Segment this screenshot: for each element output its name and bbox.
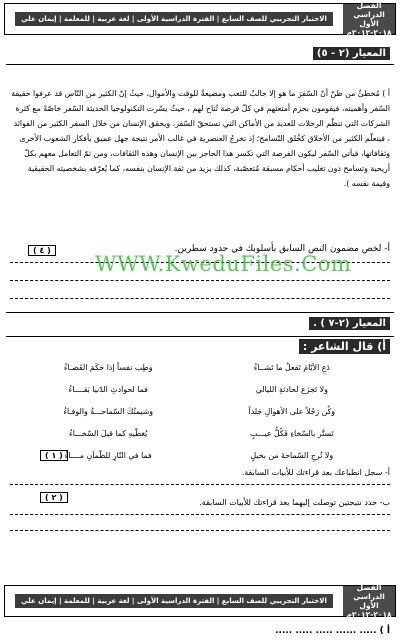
page-header (4, 585, 396, 617)
divider (6, 336, 394, 337)
verse-hemistich: فما لحوادثِ الدّنيا بَقــــاءُ (68, 384, 148, 394)
divider (6, 312, 394, 313)
question-conclusions: ب- حدد نتيجتين توصلت إليهما بعد قراءتك للأبيات السابقة. (199, 498, 390, 507)
term-line-2: الدراسي الأول (353, 592, 385, 610)
term-line-1: الفصل (356, 583, 382, 592)
verse-hemistich: وكُن رَجُلاً على الأهوالِ جَلداً (248, 406, 336, 416)
question-summarize: أ- لخص مضمون النص السابق بأسلوبك في حدود سطرين. (174, 244, 390, 254)
verse-hemistich: وشيمتُكَ السّماحـــةُ والوفـاءُ (63, 406, 154, 416)
verse-row (30, 356, 370, 378)
page-header (4, 3, 396, 35)
verse-row (30, 400, 370, 422)
verse-hemistich: ولا تَجزَع لحادثةِ الليالي (255, 384, 328, 394)
score-badge: ( ٤ ) (28, 245, 56, 256)
poem-intro (299, 340, 390, 353)
verse-hemistich: دَعِ الأيّامَ تَفعلُ ما تَشــاءُ (253, 362, 330, 372)
verse-row (30, 378, 370, 400)
section-2-label: المعيار (٢-٧ ) . (309, 317, 390, 330)
term-line-2: الدراسي الأول (353, 10, 385, 28)
poem (30, 356, 370, 466)
term-badge (343, 583, 395, 619)
watermark: WWW.KweduFiles.Com (95, 252, 352, 276)
score-badge: ( ١ ) (40, 450, 68, 461)
page-gap (0, 538, 400, 580)
verse-hemistich: ولا تُرجِ السّماحةَ من بخيلٍ (250, 450, 334, 460)
verse-hemistich: يُغطّيهِ كما قيلَ السّخـــاءُ (69, 428, 148, 438)
section-1-title (313, 48, 390, 59)
divider (6, 64, 394, 65)
verse-hemistich: تَستَّر بالسّخاءِ فَكُلُّ عيـــبٍ (249, 428, 334, 438)
answer-line (10, 484, 390, 485)
reading-passage: أ ) مُخطئٌ من ظنّ أنّ السّفرَ ما هو إلا جالبٌ للتعب ومضيعةٌ للوقت والأموال، حيثُ إنّ الكثير من النّاس قد عرفوا حقيقة السّفر وأهميته، فيقومون بحزم أمتعتهم في كلّ فرصة تُتاح لهم ، حيثُ يسّرت التكنولوجيا الحديثة السّفر خاصّةً مع كثرة الشركات التي تنظّم الرحلات للعديد من الأماكن التي تستحقّ السّفر، ويحقق الإنسان من خلال السفر الكثير من الفوائد ، فيتعلّم الكثير من الأخلاق كخُلق التّسامح؛ إذ تخرجُ العنصرية في غالب الأمر نتيجة جهل عميق بأفكار الشعوب الأخرى وثقافاتها، فيأتي السّفر ليكون الفرصة التي تكسر هذا الحاجز بين الإنسان وهذه الثقافات، ومن ثمّ التعامل معهم بكلّ أريحية وتسامح دون تغليب أحكام مسبقة مُتعصّبة، كذلك يزيد من ثقة الإنسان بنفسه، كما يُعرّفه بشخصيته الحقيقية وقيمة نفسه ). (11, 89, 390, 188)
answer-line (10, 514, 390, 515)
term-line-1: الفصل (356, 1, 382, 10)
term-badge (343, 1, 395, 37)
worksheet-page-2 (0, 580, 400, 640)
term-year: ٢٠١٨-٢٠١٢م (346, 610, 392, 619)
partial-text: أ ) ..... ...... ..... ..... ..... (275, 626, 390, 636)
term-year: ٢٠١٨-٢٠١٢م (346, 28, 392, 37)
section-1-label: المعيار (٢ - ٥) (313, 47, 390, 60)
answer-line (10, 298, 390, 299)
section-2-title (309, 318, 390, 329)
answer-line (10, 530, 390, 531)
poem-intro-label: أ) قال الشاعر : (299, 339, 390, 354)
verse-hemistich: وطِب نفساً إذا حَكَمَ القَضـاءُ (63, 362, 153, 372)
score-badge: ( ٢ ) (40, 492, 68, 503)
verse-hemistich: فما في النّارِ للظّمآنِ مــــاءُ (64, 450, 152, 460)
header-info: الاختبار التجريبي للصف السابع | الفترة الدراسية الأولى | لغة عربية | للمعلمة | إيمان علي (15, 594, 333, 608)
question-impression: أ- سجل انطباعك بعد قراءتك للأبيات السابقة. (241, 468, 390, 477)
verse-row (30, 444, 370, 466)
answer-line (10, 280, 390, 281)
header-bar (5, 4, 343, 34)
header-info: الاختبار التجريبي للصف السابع | الفترة الدراسية الأولى | لغة عربية | للمعلمة | إيمان علي (15, 12, 333, 26)
header-bar (5, 586, 343, 616)
verse-row (30, 422, 370, 444)
